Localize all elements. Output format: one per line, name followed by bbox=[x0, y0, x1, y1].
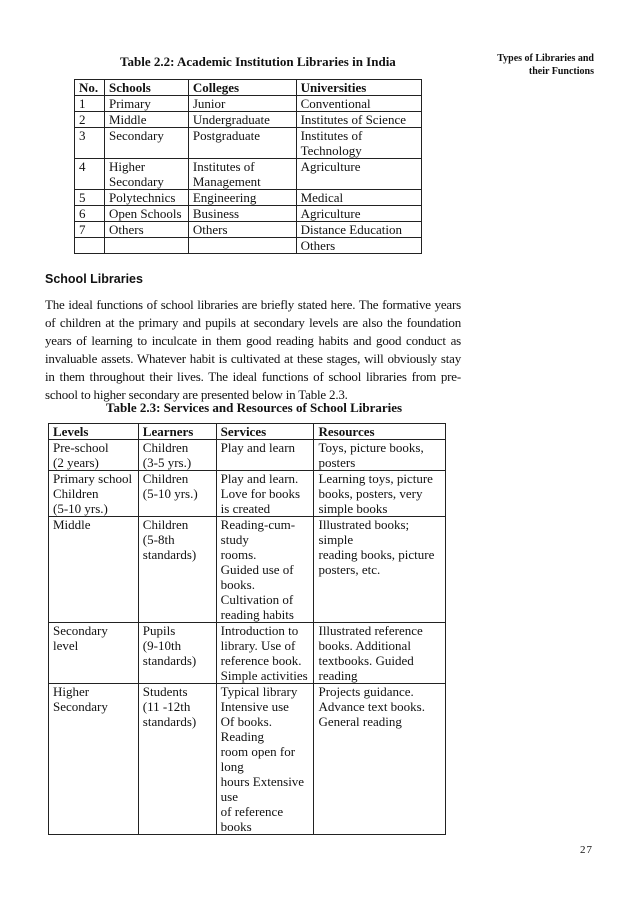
cell: Typical library Intensive use Of books. Reading room open for long hours Extensive use of reference books bbox=[216, 684, 314, 835]
cell: Institutes of Technology bbox=[296, 128, 421, 159]
header-resources: Resources bbox=[314, 424, 446, 440]
table-row bbox=[49, 471, 446, 517]
table-header-row bbox=[49, 424, 446, 440]
header-colleges: Colleges bbox=[188, 80, 296, 96]
cell: Illustrated books; simple reading books, picture posters, etc. bbox=[314, 517, 446, 623]
cell: Pre-school (2 years) bbox=[49, 440, 139, 471]
table-row bbox=[75, 206, 422, 222]
running-header bbox=[464, 52, 594, 78]
cell: Institutes of Science bbox=[296, 112, 421, 128]
cell: Pupils (9-10th standards) bbox=[138, 623, 216, 684]
cell: Secondary level bbox=[49, 623, 139, 684]
cell bbox=[188, 238, 296, 254]
cell: Learning toys, picture books, posters, very simple books bbox=[314, 471, 446, 517]
cell: Play and learn bbox=[216, 440, 314, 471]
header-learners: Learners bbox=[138, 424, 216, 440]
table-row bbox=[75, 222, 422, 238]
cell: Postgraduate bbox=[188, 128, 296, 159]
running-header-line-1: Types of Libraries and bbox=[497, 53, 594, 64]
academic-libraries-table bbox=[74, 79, 422, 254]
header-schools: Schools bbox=[104, 80, 188, 96]
cell: Institutes of Management bbox=[188, 159, 296, 190]
cell: Middle bbox=[104, 112, 188, 128]
running-header-line-2: their Functions bbox=[528, 66, 594, 77]
cell: Illustrated reference books. Additional textbooks. Guided reading bbox=[314, 623, 446, 684]
table-row bbox=[49, 623, 446, 684]
table-2-3-caption: Table 2.3: Services and Resources of School Libraries bbox=[106, 400, 403, 415]
cell: Conventional bbox=[296, 96, 421, 112]
cell: Children (5-8th standards) bbox=[138, 517, 216, 623]
cell: Higher Secondary bbox=[104, 159, 188, 190]
cell: 2 bbox=[75, 112, 105, 128]
cell: Others bbox=[296, 238, 421, 254]
cell bbox=[75, 238, 105, 254]
cell: Secondary bbox=[104, 128, 188, 159]
header-services: Services bbox=[216, 424, 314, 440]
table-row bbox=[75, 238, 422, 254]
body-paragraph: The ideal functions of school libraries are briefly stated here. The formative years of children at the primary and pupils at secondary levels are also the foundation years of learning to inculcate in them good reading habits and good conduct as invaluable assets. Whatever habit is cultivated at these stages, will obviously stay in them throughout their lives. The ideal functions of school libraries from pre-school to higher secondary are presented below in Table 2.3. bbox=[45, 297, 461, 402]
cell: 6 bbox=[75, 206, 105, 222]
cell: 1 bbox=[75, 96, 105, 112]
cell: Medical bbox=[296, 190, 421, 206]
cell: Distance Education bbox=[296, 222, 421, 238]
cell: 7 bbox=[75, 222, 105, 238]
cell: Play and learn. Love for books is created bbox=[216, 471, 314, 517]
cell: Others bbox=[188, 222, 296, 238]
cell: Introduction to library. Use of reference book. Simple activities bbox=[216, 623, 314, 684]
cell bbox=[104, 238, 188, 254]
table-row bbox=[49, 440, 446, 471]
cell: Junior bbox=[188, 96, 296, 112]
cell: Middle bbox=[49, 517, 139, 623]
cell: Agriculture bbox=[296, 159, 421, 190]
table-row bbox=[75, 190, 422, 206]
table-row bbox=[75, 159, 422, 190]
cell: Children (3-5 yrs.) bbox=[138, 440, 216, 471]
table-row bbox=[75, 112, 422, 128]
table-row bbox=[49, 684, 446, 835]
cell: 3 bbox=[75, 128, 105, 159]
cell: Business bbox=[188, 206, 296, 222]
cell: Others bbox=[104, 222, 188, 238]
cell: 5 bbox=[75, 190, 105, 206]
cell: Polytechnics bbox=[104, 190, 188, 206]
cell: Undergraduate bbox=[188, 112, 296, 128]
table-row bbox=[75, 96, 422, 112]
header-levels: Levels bbox=[49, 424, 139, 440]
cell: Primary school Children (5-10 yrs.) bbox=[49, 471, 139, 517]
school-libraries-table bbox=[48, 423, 446, 835]
table-row bbox=[75, 128, 422, 159]
section-heading: School Libraries bbox=[45, 272, 143, 286]
cell: Agriculture bbox=[296, 206, 421, 222]
header-no: No. bbox=[75, 80, 105, 96]
cell: Projects guidance. Advance text books. General reading bbox=[314, 684, 446, 835]
cell: Reading-cum- study rooms. Guided use of books. Cultivation of reading habits bbox=[216, 517, 314, 623]
cell: Higher Secondary bbox=[49, 684, 139, 835]
cell: 4 bbox=[75, 159, 105, 190]
cell: Engineering bbox=[188, 190, 296, 206]
cell: Students (11 -12th standards) bbox=[138, 684, 216, 835]
table-2-2-caption: Table 2.2: Academic Institution Libraries in India bbox=[120, 54, 396, 69]
table-row bbox=[49, 517, 446, 623]
page-number: 27 bbox=[580, 844, 593, 856]
cell: Open Schools bbox=[104, 206, 188, 222]
header-universities: Universities bbox=[296, 80, 421, 96]
table-header-row bbox=[75, 80, 422, 96]
cell: Children (5-10 yrs.) bbox=[138, 471, 216, 517]
cell: Toys, picture books, posters bbox=[314, 440, 446, 471]
cell: Primary bbox=[104, 96, 188, 112]
